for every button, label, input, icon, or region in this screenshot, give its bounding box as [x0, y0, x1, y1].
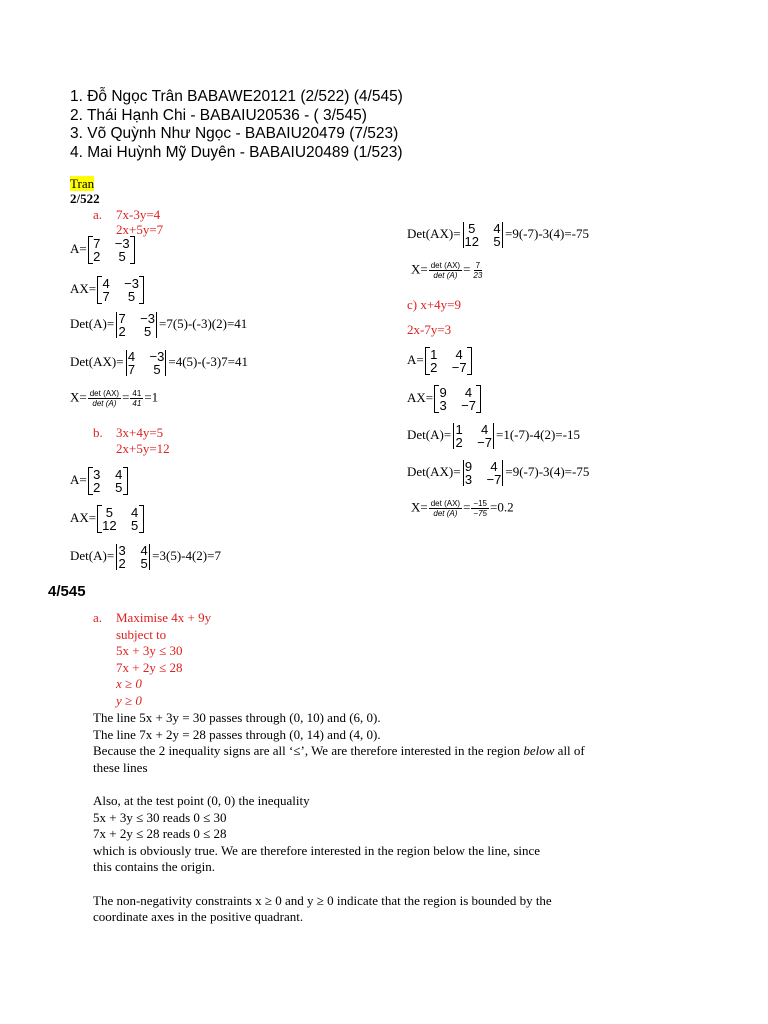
tran-label: Tran — [70, 176, 95, 191]
matrix-bA-row: A= 3 4 2 5 — [70, 467, 129, 495]
part-a-marker: a. — [93, 207, 103, 222]
lp-objective — [116, 610, 211, 710]
lp-line-8: this contains the origin. — [93, 859, 216, 875]
part-b-eq2: 2x+5y=12 — [116, 441, 170, 456]
matrix-AX: 4 −3 7 5 — [97, 276, 144, 304]
lp-line-5: 5x + 3y ≤ 30 reads 0 ≤ 30 — [93, 809, 227, 825]
right-detAX2-row: Det(AX)= 9 4 3 −7 =9(-7)-3(4)=-75 — [407, 459, 590, 487]
matrix-A-grid: 7 −3 2 5 — [93, 236, 130, 264]
member-3: 3. Võ Quỳnh Như Ngọc - BABAIU20479 (7/523) — [70, 125, 399, 143]
lp-line-4: Also, at the test point (0, 0) the inequality — [93, 792, 310, 808]
lp-line-10: coordinate axes in the positive quadrant. — [93, 909, 304, 925]
part-c-eq2: 2x-7y=3 — [407, 322, 452, 337]
matrix-A-row: A= 7 −3 2 5 — [70, 236, 136, 264]
part-c-eq1: c) x+4y=9 — [407, 297, 462, 312]
matrix-bAX: 5 4 12 5 — [97, 505, 143, 533]
matrix-bAX-row: AX= 5 4 12 5 — [70, 505, 145, 533]
member-list — [70, 88, 403, 163]
lp-subject: subject to — [116, 626, 167, 642]
lp-constraint-3: x ≥ 0 — [116, 676, 142, 692]
det-A: 7 −3 2 5 — [115, 312, 158, 338]
section-4-545: 4/545 — [48, 583, 86, 600]
lp-constraint-4: y ≥ 0 — [116, 692, 142, 708]
part-a-eq1: 7x-3y=4 — [116, 207, 161, 222]
member-4: 4. Mai Huỳnh Mỹ Duyên - BABAIU20489 (1/523) — [70, 144, 403, 162]
right-matrix-AX: 9 4 3 −7 — [434, 385, 481, 413]
right-det-A: 1 4 2 −7 — [452, 423, 495, 449]
lp-marker: a. — [93, 610, 103, 625]
matrix-A — [88, 236, 135, 264]
lp-line-2: The line 7x + 2y = 28 passes through (0, 14) and (4, 0). — [93, 726, 381, 742]
x-solution-a: X= $\frac{\det (AX)}{\det (A)}$ = $\frac{41}{41}$ =1 — [70, 389, 159, 408]
section-2-522: 2/522 — [70, 191, 100, 206]
part-b-eq1: 3x+4y=5 — [116, 425, 164, 440]
detAX-row: Det(AX)= 4 −3 7 5 =4(5)-(-3)7=41 — [70, 349, 249, 377]
right-det-AX2: 9 4 3 −7 — [462, 460, 505, 486]
member-2: 2. Thái Hạnh Chi - BABAIU20536 - ( 3/545) — [70, 106, 367, 124]
lp-explanation — [93, 710, 585, 926]
right-x-solution-b: X= $\frac{\det (AX)}{\det (A)}$ = $\frac{7}{23}$ — [411, 261, 483, 280]
right-matrix-A-row: A= 1 4 2 −7 — [407, 347, 473, 375]
lp-max: Maximise 4x + 9y — [116, 610, 212, 625]
part-b-marker: b. — [93, 425, 103, 440]
lp-constraint-2: 7x + 2y ≤ 28 — [116, 659, 183, 675]
det-AX: 4 −3 7 5 — [125, 350, 168, 376]
right-matrix-A: 1 4 2 −7 — [425, 347, 472, 375]
member-1: 1. Đỗ Ngọc Trân BABAWE20121 (2/522) (4/545) — [70, 88, 403, 105]
lp-line-6: 7x + 2y ≤ 28 reads 0 ≤ 28 — [93, 826, 227, 842]
right-detA-row: Det(A)= 1 4 2 −7 =1(-7)-4(2)=-15 — [407, 422, 580, 450]
lp-line-7: which is obviously true. We are therefore interested in the region below the line, since — [93, 842, 541, 858]
lp-constraint-1: 5x + 3y ≤ 30 — [116, 643, 183, 659]
lp-line-3: Because the 2 inequality signs are all ‘≤’, We are therefore interested in the region below all of — [93, 743, 585, 759]
matrix-bA: 3 4 2 5 — [88, 467, 128, 495]
right-x-solution-c: X= $\frac{\det (AX)}{\det (A)}$ = $\frac{-15}{-75}$ =0.2 — [411, 499, 514, 518]
lp-line-1: The line 5x + 3y = 30 passes through (0, 10) and (6, 0). — [93, 710, 381, 725]
lp-line-3b: these lines — [93, 759, 148, 775]
right-detAX-row: Det(AX)= 5 4 12 5 =9(-7)-3(4)=-75 — [407, 221, 589, 249]
part-a-eq2: 2x+5y=7 — [116, 222, 164, 237]
bdetA-row: Det(A)= 3 4 2 5 =3(5)-4(2)=7 — [70, 543, 221, 571]
right-matrix-AX-row: AX= 9 4 3 −7 — [407, 385, 482, 413]
lp-line-9: The non-negativity constraints x ≥ 0 and y ≥ 0 indicate that the region is bounded by the — [93, 892, 552, 908]
right-det-AX: 5 4 12 5 — [462, 222, 504, 248]
matrix-AX-row: AX= 4 −3 7 5 — [70, 276, 145, 304]
detA-row: Det(A)= 7 −3 2 5 =7(5)-(-3)(2)=41 — [70, 311, 248, 339]
det-bA: 3 4 2 5 — [115, 544, 151, 570]
